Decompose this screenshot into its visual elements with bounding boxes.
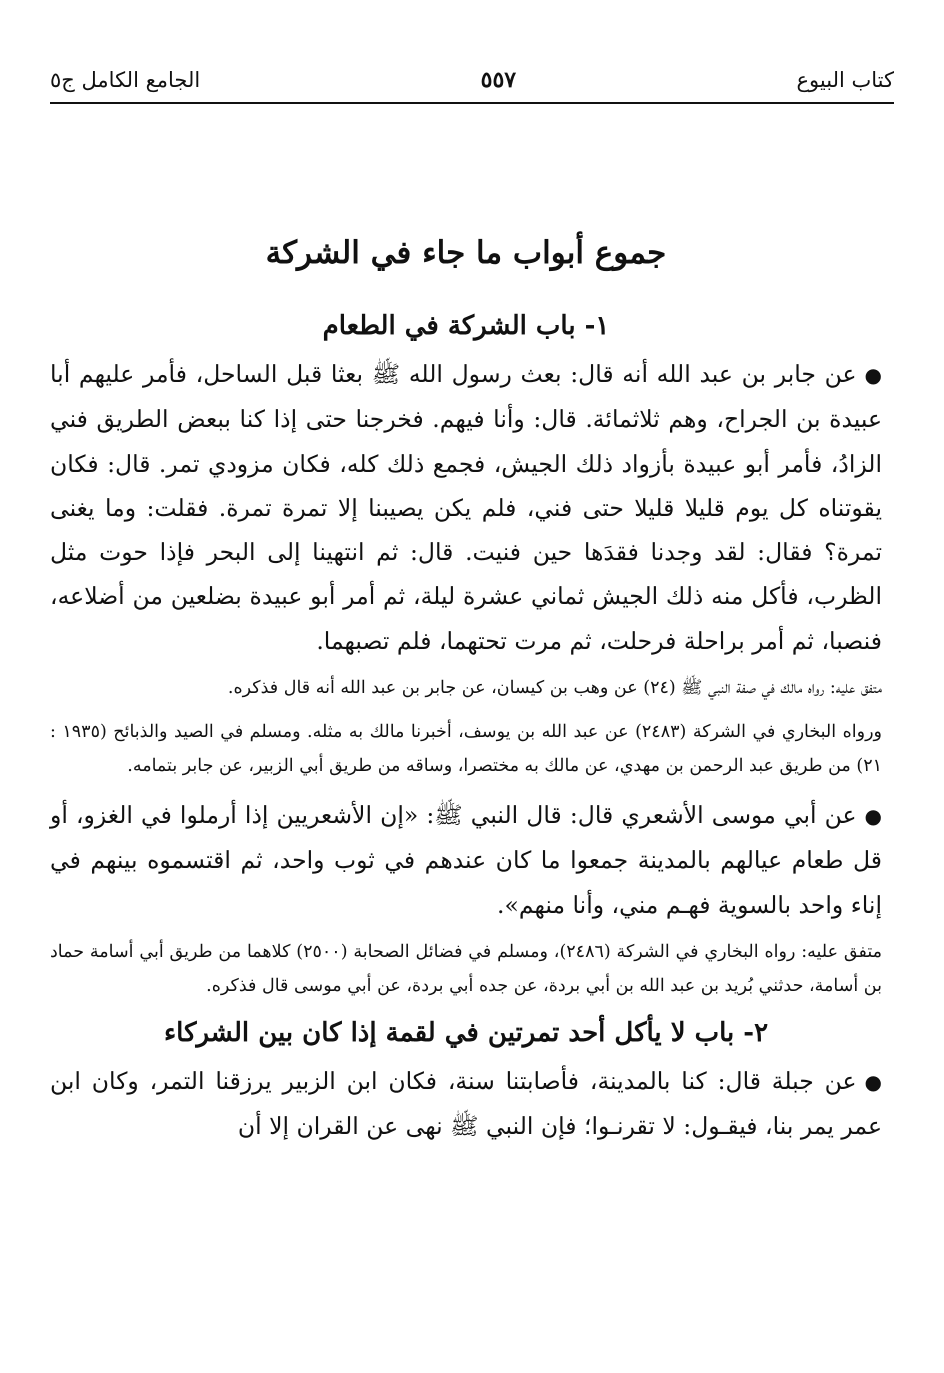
bullet-icon: ● <box>864 804 882 829</box>
hadith-paragraph <box>50 793 882 927</box>
main-title: جموع أبواب ما جاء في الشركة <box>265 235 667 271</box>
hadith-paragraph <box>50 1059 882 1149</box>
hadith-paragraph <box>50 352 882 663</box>
takhrij-note: متفق عليه: رواه البخاري في الشركة (٢٤٨٦)، ومسلم في فضائل الصحابة (٢٥٠٠) كلاهما من طريق أبي أسامة حماد بن أسامة، حدثني بُريد بن عبد الله بن أبي بردة، عن جده أبي بردة، عن أبي موسى قال فذكره. <box>50 941 882 996</box>
bullet-icon: ● <box>864 1069 882 1094</box>
hadith-text: عن أبي موسى الأشعري قال: قال النبي ﷺ: «إن الأشعريين إذا أرملوا في الغزو، أو قل طعام عيالهم بالمدينة جمعوا ما كان عندهم في ثوب واحد، ثم اقتسموه بينهم في إناء واحد بالسوية فهـم مني، وأنا منهم». <box>50 801 882 919</box>
header-book-section: كتاب البيوع <box>796 68 894 92</box>
bullet-icon: ● <box>864 363 882 387</box>
header-book-title: الجامع الكامل ج٥ <box>50 68 201 92</box>
section-title: ١- باب الشركة في الطعام <box>322 311 610 341</box>
page-header <box>50 58 894 104</box>
hadith-text: عن جبلة قال: كنا بالمدينة، فأصابتنا سنة، فكان ابن الزبير يرزقنا التمر، وكان ابن عمر يمر بنا، فيقـول: لا تقرنـوا؛ فإن النبي ﷺ نهى عن القران إلا أن <box>50 1066 882 1141</box>
section-title: ٢- باب لا يأكل أحد تمرتين في لقمة إذا كان بين الشركاء <box>163 1017 769 1048</box>
page-body <box>50 230 882 1157</box>
hadith-text: عن جابر بن عبد الله أنه قال: بعث رسول الله ﷺ بعثا قبل الساحل، فأمر عليهم أبا عبيدة بن الجراح، وهم ثلاثمائة. قال: وأنا فيهم. فخرجنا حتى إذا كنا ببعض الطريق فني الزادُ، فأمر أبو عبيدة بأزواد ذلك الجيش، فجمع ذلك كله، فكان مزودي تمر. قال: فكان يقوتناه كل يوم قليلا قليلا حتى فني، فلم يكن يصيبنا إلا تمرة تمرة. فقلت: وما يغنى تمرة؟ فقال: لقد وجدنا فقدَها حين فنيت. قال: ثم انتهينا إلى البحر فإذا حوت مثل الظرب، فأكل منه ذلك الجيش ثماني عشرة ليلة، ثم أمر أبو عبيدة بضلعين من أضلاعه، فنصبا، ثم أمر براحلة فرحلت، ثم مرت تحتهما، فلم تصبهما. <box>50 360 883 655</box>
takhrij-note: متفق عليه: رواه مالك في صفة النبي ﷺ (٢٤) عن وهب بن كيسان، عن جابر بن عبد الله أنه قال فذكره. <box>227 678 882 699</box>
takhrij-note: ورواه البخاري في الشركة (٢٤٨٣) عن عبد الله بن يوسف، أخبرنا مالك به مثله. ومسلم في الصيد والذبائح (١٩٣٥ : ٢١) من طريق عبد الرحمن بن مهدي، عن مالك به مختصرا، وساقه من طريق أبي الزبير، عن جابر بتمامه. <box>50 722 882 777</box>
page-number: ٥٥٧ <box>480 67 517 93</box>
